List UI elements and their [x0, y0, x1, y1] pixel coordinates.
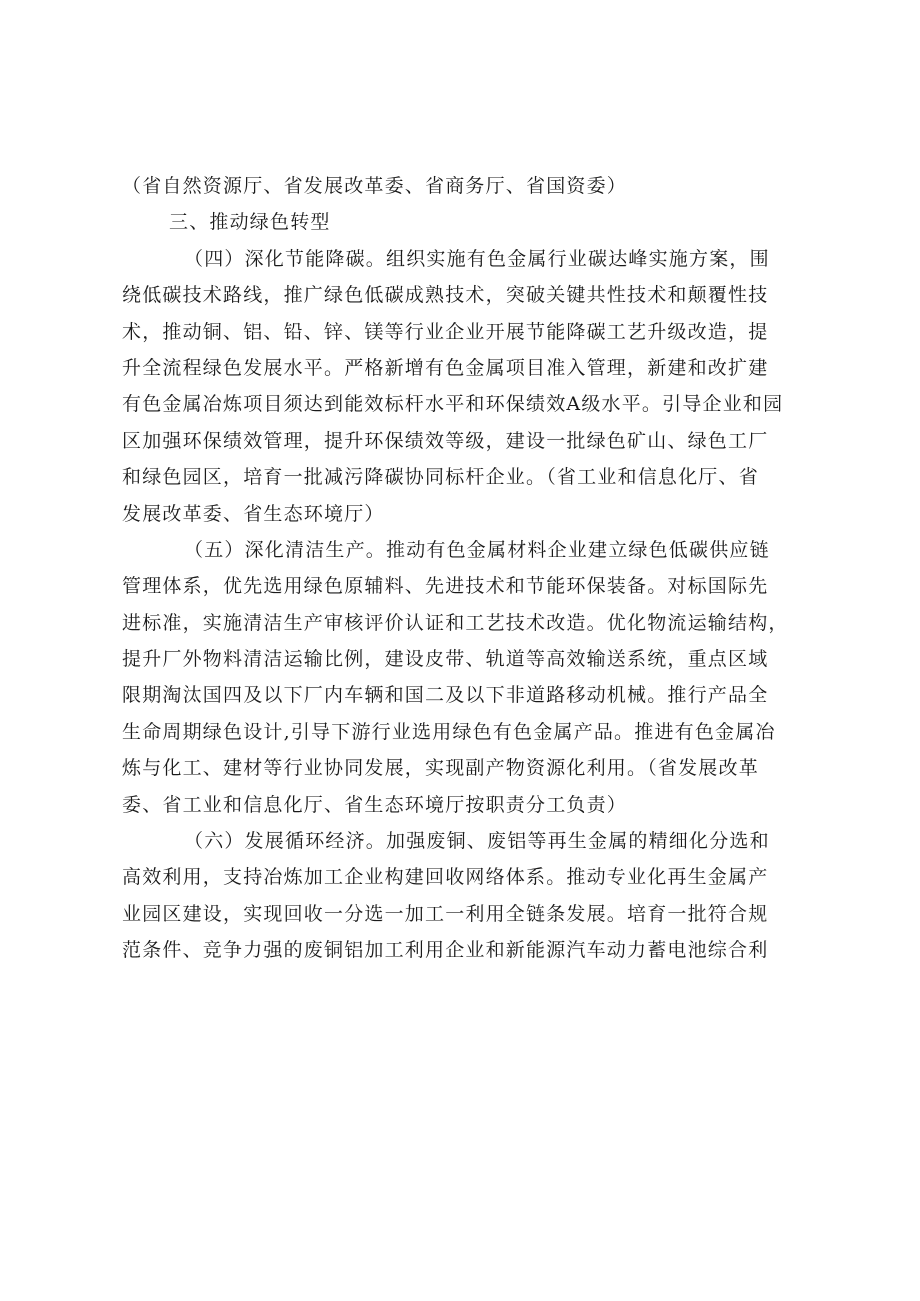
text-line: 和绿色园区，培育一批减污降碳协同标杆企业。（省工业和信息化厅、省 [122, 466, 759, 489]
text-line: 术，推动铜、铝、铅、锌、镁等行业企业开展节能降碳工艺升级改造，提 [122, 320, 769, 343]
text-line: 有色金属冶炼项目须达到能效标杆水平和环保绩效A级水平。引导企业和园 [122, 393, 784, 416]
text-line: 限期淘汰国四及以下厂内车辆和国二及以下非道路移动机械。推行产品全 [122, 684, 769, 707]
text-line: 管理体系，优先选用绿色原辅料、先进技术和节能环保装备。对标国际先 [122, 575, 769, 598]
text-line: 生命周期绿色设计,引导下游行业选用绿色有色金属产品。推进有色金属冶 [122, 720, 776, 743]
paragraph-first-line: （四）深化节能降碳。组织实施有色金属行业碳达峰实施方案，围 [184, 247, 770, 270]
text-line: 提升厂外物料清洁运输比例，建设皮带、轨道等高效输送系统，重点区域 [122, 648, 769, 671]
text-line: （省自然资源厅、省发展改革委、省商务厅、省国资委） [122, 175, 628, 197]
text-line: 绕低碳技术路线，推广绿色低碳成熟技术，突破关键共性技术和颠覆性技 [122, 284, 769, 307]
text-line: 高效利用，支持冶炼加工企业构建回收网络体系。推动专业化再生金属产 [122, 866, 769, 889]
text-line: 委、省工业和信息化厅、省生态环境厅按职责分工负责） [122, 793, 628, 816]
text-line: 区加强环保绩效管理，提升环保绩效等级，建设一批绿色矿山、绿色工厂 [122, 429, 769, 452]
text-line: 升全流程绿色发展水平。严格新增有色金属项目准入管理，新建和改扩建 [122, 356, 769, 379]
paragraph-first-line: （五）深化清洁生产。推动有色金属材料企业建立绿色低碳供应链 [184, 538, 770, 561]
text-line: 范条件、竞争力强的废铜铝加工利用企业和新能源汽车动力蓄电池综合利 [122, 939, 769, 962]
paragraph-first-line: （六）发展循环经济。加强废铜、废铝等再生金属的精细化分选和 [184, 830, 770, 853]
section-heading: 三、推动绿色转型 [169, 211, 331, 234]
text-line: 进标准，实施清洁生产审核评价认证和工艺技术改造。优化物流运输结构， [122, 611, 789, 634]
text-line: 炼与化工、建材等行业协同发展，实现副产物资源化利用。（省发展改革 [122, 757, 759, 780]
text-line: 业园区建设，实现回收一分选一加工一利用全链条发展。培育一批符合规 [122, 902, 769, 925]
text-line: 发展改革委、省生态环境厅） [122, 502, 385, 525]
document-body [122, 168, 822, 969]
